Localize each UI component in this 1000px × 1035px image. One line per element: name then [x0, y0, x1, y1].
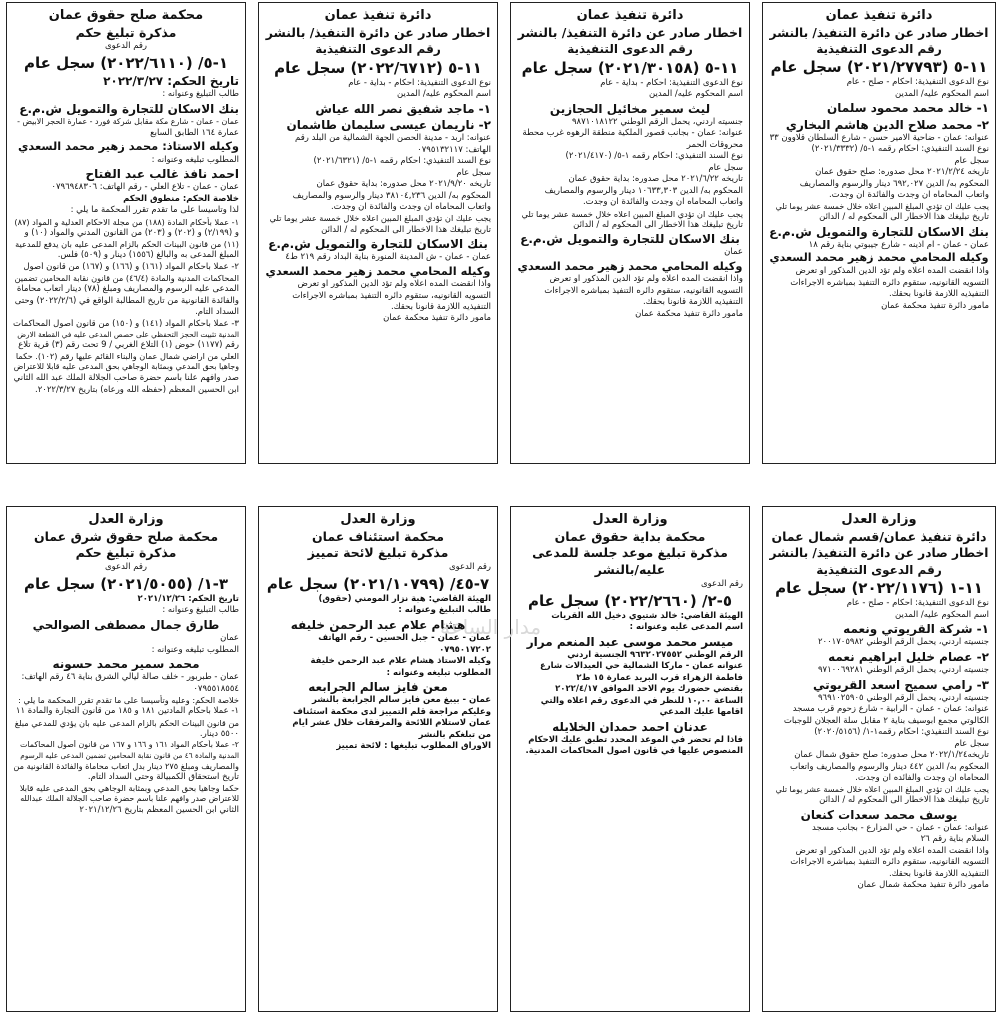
notice-line: ٧-٤٥/ (٢٠٢١/١٠٧٩٩) سجل عام — [266, 574, 490, 593]
notice-line: محكمة صلح حقوق شرق عمان — [33, 528, 219, 544]
notice-line: نوع السند التنفيذي: احكام رقمه ١-٥/ (٢٠٢١/٤١٧٠) — [565, 151, 743, 162]
notice-line: رقم الدعوى — [448, 562, 491, 573]
notice-line: واتعاب المحاماه ان وجدت والفائدة ان وجدت. — [582, 197, 743, 208]
notice-line: وكيله الاستاذ هشام علام عبد الرحمن خليفة — [310, 656, 491, 667]
notice-line: ١- شركة القريوتي ونعمه — [843, 622, 989, 637]
notice-line: احمد نافذ غالب عبد الفتاح — [85, 166, 239, 181]
notice-court-judgment-east-amman — [6, 506, 246, 1012]
notice-line: التسويه القانونيه، ستقوم دائره التنفيذ بمباشره الاجراءات — [790, 277, 989, 288]
notice-line: اسم المحكوم عليه/ المدين — [397, 89, 491, 100]
notice-line: ٣- عملا بأحكام المواد (١٤١) و (١٥٠) من قانون أصول المحاكمات — [13, 318, 239, 329]
notice-line: التنفيذيه اللازمة قانونا بحقك. — [390, 301, 491, 312]
notice-line: المدعى عليه الرسوم والمصاريف ومبلغ (٧٨) دينار أتعاب محاماة — [16, 284, 239, 295]
notice-line: ١-٥/ (٢٠٢٢/٦١١٠) سجل عام — [24, 53, 228, 72]
notice-line: مأمور دائرة تنفيذ محكمة عمان — [383, 313, 491, 324]
notice-line: جنسيته اردني، يحمل الرقم الوطني ٩٧١٠٠٦٩٢٨١ — [817, 665, 989, 676]
notice-line: طارق جمال مصطفى الصوالحي — [32, 617, 220, 632]
notice-line: نوع الدعوى التنفيذية: احكام - بداية - عام — [348, 77, 491, 88]
notice-line: ٣-١/ (٢٠٢١/٥٠٥٥) سجل عام — [24, 574, 228, 593]
notice-line: يجب عليك ان تؤدي المبلغ المبين اعلاه خلال خمسة عشر يوما تلي — [521, 208, 743, 219]
notice-line: عمان - عمان - ام اذينه - شارع جيبوتي بناية رقم ١٨ — [808, 239, 989, 250]
notice-execution-30158 — [510, 2, 750, 464]
notice-line: فاذا لم تحضر في الموعد المحدد تطبق عليك الاحكام — [528, 735, 743, 746]
notice-line: ١- ماجد شفيق نصر الله عياش — [315, 101, 491, 116]
notice-line: تاريخه ٢٠٢١/٢/٢٤ محل صدوره: صلح حقوق عمان — [815, 167, 989, 178]
notice-line: الرقم الوطني ٩٦٣٢٠٢٧٥٥٢ الجنسية اردني — [567, 650, 743, 661]
notice-line: والمصاريف ومبلغ ٢٧٥ دينار بدل اتعاب محاماة والفائدة القانونية من — [13, 760, 239, 771]
notice-line: المنصوص عليها في قانون اصول المحاكمات المدنية. — [525, 746, 743, 757]
notice-line: طالب التبليغ وعنوانه : — [162, 89, 239, 100]
notice-line: رقم (١١٧٧) حوض (١) التلاع الغربي / 9 تحت رقم (٣) قرية تلاع — [18, 339, 239, 350]
notice-execution-27793 — [762, 2, 996, 464]
notice-line: طالب التبليغ وعنوانه : — [398, 605, 491, 616]
notice-line: عنوانه: اربد - مدينة الحصن الجهة الشمالية من البلد رقم — [295, 133, 491, 144]
notice-line: المدنية والمادة ٤٦ من قانون نقابة المحامين تضمين المدعى عليه الرسوم — [20, 750, 239, 760]
notice-line: محكمة صلح حقوق عمان — [48, 8, 204, 23]
notice-line: واذا انقضت المده اعلاه ولم تؤد الدين المذكور او تعرض — [795, 845, 989, 856]
notice-line: دائرة تنفيذ عمان/قسم شمال عمان — [771, 528, 987, 544]
notice-line: تاريخه ٢٠٢١/٦/٢٢ محل صدوره: بداية حقوق عمان — [568, 174, 743, 185]
notice-line: مأمور دائرة تنفيذ محكمة عمان — [881, 300, 989, 311]
notice-line: ١- عملا بأحكام المادتين ١٨١ و ١٨٥ من قانون التجارة والمادة ١١ — [15, 706, 239, 717]
notice-line: وكيله المحامي محمد زهير محمد السعدي — [517, 258, 743, 273]
notice-line: جنسيته اردني، يحمل الرقم الوطني ٩٦٩١٠٢٥٩٠٥ — [817, 692, 989, 703]
notice-line: واتعاب المحاماه ان وجدت والفائدة ان وجدت. — [330, 201, 491, 212]
notice-line: محكمة بداية حقوق عمان — [554, 528, 706, 544]
notice-line: المبلغ المدعى به والبالغ (١٥٥٦) دينار و (٥٠٩) فلس. — [57, 250, 239, 261]
notice-line: التسويه القانونيه، ستقوم دائره التنفيذ بمباشره الاجراءات — [292, 290, 491, 301]
notice-line: صدر وافهم علنا باسم حضرة صاحب الجلالة الملك عبد الله الثاني — [13, 373, 239, 384]
notice-line: عنوانه: عمان - عمان - الرابية - شارع زحوم قرب مسجد — [792, 704, 989, 715]
notice-line: نوع الدعوى التنفيذية: احكام - صلح - عام — [846, 598, 989, 609]
notice-line: خلاصة الحكم: منطوق الحكم — [123, 193, 239, 204]
notice-line: التنفيذيه اللازمة قانونا بحقك. — [888, 289, 989, 300]
notice-line: تاريخه ٢٠٢١/٩/٢٠ محل صدوره: بداية حقوق عمان — [316, 179, 491, 190]
notice-line: ١١-٥ (٢٠٢٢/٦٧١٢) سجل عام — [274, 58, 482, 77]
notice-line: الهيئة القاضي: خالد شتيوي دخيل الله القريات — [551, 610, 743, 621]
notice-line: نوع الدعوى التنفيذية: احكام - بداية - عام — [600, 77, 743, 88]
notice-line: دائرة تنفيذ عمان — [825, 8, 933, 23]
notice-line: اسم المدعى عليه وعنوانه : — [629, 622, 743, 633]
notice-line: (١١) من قانون البينات الحكم بالزام المدعى عليه بان يدفع للمدعية — [15, 239, 239, 250]
notice-line: التسويه القانونيه، ستقوم دائره التنفيذ بمباشره الاجراءات — [544, 285, 743, 296]
notice-line: ١- عملا بأحكام المادة (١٨٨) من مجلة الاحكام العدلية و المواد (٨٧) — [14, 216, 239, 227]
notice-line: بنك الاسكان للتجارة والتمويل ش.م.ع — [268, 236, 488, 251]
notice-line: جنسيته اردني، يحمل الرقم الوطني ٢٠٠١٧٠٥٩٨٢ — [817, 637, 989, 648]
notice-line: ١١-٥ (٢٠٢١/٢٧٧٩٣) سجل عام — [770, 58, 988, 77]
notice-line: عمان - عمان - شارع مكة مقابل شركة فورد - عمارة الحجر الابيض - — [17, 116, 239, 126]
notice-line: من قانون البينات الحكم بالزام المدعى عليه بان يؤدي للمدعي مبلغ — [14, 717, 239, 728]
notice-line: اخطار صادر عن دائرة التنفيذ/ بالنشر — [769, 546, 989, 561]
notice-line: دائرة تنفيذ عمان — [576, 8, 684, 23]
notice-line: يجب عليك ان تؤدي المبلغ المبين اعلاه خلال خمسة عشر يوما تلي — [269, 213, 491, 224]
notice-line: التسويه القانونيه، ستقوم دائره التنفيذ بمباشره الاجراءات — [790, 857, 989, 868]
notice-line: سجل عام — [708, 162, 743, 173]
notice-line: محمد سمير محمد حسونه — [52, 657, 200, 672]
notice-line: ٢- عملا بأحكام المواد ١٦١ و ١٦٦ و ١٦٧ من قانون أصول المحاكمات — [19, 740, 239, 750]
notice-line: ٢- عصام خليل ابراهيم نعمه — [828, 649, 989, 664]
notice-line: رقم الدعوى — [700, 579, 743, 590]
notice-line: السداد التام. — [195, 307, 239, 318]
notice-line: الهاتف: ٠٧٩٥١٣٢١١٧ — [417, 144, 491, 155]
notice-line: طالب التبليغ وعنوانه : — [162, 605, 239, 616]
notice-line: ٣- رامي سميح اسعد القريوتي — [812, 677, 989, 692]
notice-court-judgment-amman — [6, 2, 246, 464]
notice-line: رقم الدعوى التنفيذية — [567, 42, 693, 57]
notice-line: المحكوم به/ الدين ٣٨١٠٤,٢٣٦ دينار والرسوم والمصاريف — [292, 190, 491, 201]
notice-line: التنفيذيه اللازمة قانونا بحقك. — [888, 868, 989, 879]
notice-line: هشام علام عبد الرحمن خليفه — [290, 617, 466, 632]
notice-line: ٢- محمد صلاح الدين هاشم البخاري — [785, 117, 989, 132]
notice-line: نوع الدعوى التنفيذية: احكام - صلح - عام — [846, 77, 989, 88]
notice-line: مذكرة تبليغ موعد جلسة للمدعى — [532, 545, 728, 561]
notice-line: رقم الدعوى التنفيذية — [816, 42, 942, 57]
notice-line: اقامها عليك المدعي — [659, 707, 743, 718]
notice-line: خلاصة الحكم: وعليه وتأسيسا على ما تقدم تقرر المحكمة ما يلي : — [18, 695, 239, 706]
notice-line: سجل عام — [456, 167, 491, 178]
notice-line: عنوانه: عمان - عمان - حي المزارع - بجانب مسجد — [811, 822, 989, 833]
notice-line: اخطار صادر عن دائرة التنفيذ/ بالنشر — [265, 24, 491, 40]
notice-line: رقم الدعوى التنفيذية — [816, 562, 942, 577]
notice-line: فاطمة الزهراء قرب البريد عمارة ١٥ ط٢ — [576, 672, 743, 683]
notice-line: عنوانه: عمان - بجانب قصور الملكية منطقة الرهوه غرب محطة — [522, 128, 743, 139]
notice-line: تاريخ الحكم: ٢٠٢١/١٢/٢٦ — [137, 594, 239, 605]
notice-line: اخطار صادر عن دائرة التنفيذ/ بالنشر — [769, 25, 989, 40]
notice-line: ٥-٢/ (٢٠٢٢/٢٦٦٠) سجل عام — [528, 591, 732, 610]
notice-line: ٠٧٩٥٠١٧٢٠٢ — [439, 644, 491, 655]
notice-line: المحكوم به/ الدين ٦٩٢,٠٢٧ دينار والرسوم والمصاريف — [799, 178, 989, 189]
notice-line: المحاماه ان وجدت والفائده ان وجدت. — [855, 773, 989, 784]
notice-line: السلام بناية رقم ٢٦ — [920, 834, 989, 845]
notice-line: وكيله المحامي محمد زهير محمد السعدي — [265, 263, 491, 278]
notice-line: مذكرة تبليغ حكم — [75, 545, 177, 561]
notice-line: اسم المحكوم عليه/ المدين — [895, 88, 989, 99]
notice-line: عمان - طبربور - خلف صالة ليالي الشرق بناية ٤٦ رقم الهاتف: — [21, 672, 239, 683]
notice-line: لذا وتأسيسا على ما تقدم تقرر المحكمة ما يلي : — [70, 205, 239, 216]
notice-line: ٢- عملا بأحكام المواد (١٦١) و (١٦٦) و (١٦٧) من قانون أصول — [23, 261, 239, 272]
notice-line: اخطار صادر عن دائرة التنفيذ/ بالنشر — [517, 24, 743, 40]
notice-line: المحكوم به/ الدين ٤٤٢ دينار والرسوم والمصاريف واتعاب — [789, 761, 989, 772]
notice-line: نوع السند التنفيذي: احكام رقمه١-١/ (٢٠٢٠/٥١٥٦) — [814, 727, 989, 738]
notice-line: وكيله الاستاذ: محمد زهير محمد السعدي — [17, 139, 239, 154]
notice-line: الثاني ابن الحسين المعظم بتاريخ ٢٠٢١/١٢/٢٦ — [79, 805, 239, 816]
notice-line: ١١-٥ (٢٠٢١/٣٠١٥٨) سجل عام — [521, 58, 739, 77]
notice-line: اسم المحكوم عليه/ المدين — [895, 609, 989, 620]
notice-line: عنوانه عمان - ماركا الشمالية حي العيدالات شارع — [539, 661, 743, 672]
notice-line: عليه/بالنشر — [594, 562, 666, 578]
notice-line: المطلوب تبليغه وعنوانه : — [151, 644, 239, 655]
notice-line: عمارة ١٦٤ الطابق السابع — [150, 127, 239, 138]
notice-line: محروقات الحمر — [686, 139, 743, 150]
watermark: مدار الساعة — [440, 615, 542, 639]
notice-line: رقم الدعوى التنفيذية — [315, 42, 441, 57]
notice-line: عدنان احمد حمدان الخلايله — [552, 719, 708, 734]
notice-line: المدنية تثبيت الحجز التحفظي على حصص المدعى عليه في القطعة الارض — [17, 330, 239, 340]
notice-line: واذا انقضت المده اعلاه ولم تؤد الدين المذكور او تعرض — [795, 266, 989, 277]
notice-line: يجب عليك ان تؤدي المبلغ المبين اعلاه خلال خمسة عشر يوما تلي — [775, 784, 989, 794]
notice-line: بنك الاسكان للتجارة والتمويل ش.م.ع — [769, 224, 989, 239]
notice-line: ميسر محمد موسى عبد المنعم مرار — [526, 634, 734, 649]
notice-line: وزارة العدل — [841, 512, 917, 527]
notice-execution-6712 — [258, 2, 498, 464]
notice-line: اسم المحكوم عليه/ المدين — [649, 89, 743, 100]
notice-line: ليث سمير مخائيل الحجازين — [549, 101, 711, 116]
notice-line: حكما وجاهيا بحق المدعي وبمثابة الوجاهي بحق المدعى عليه قابلا — [19, 783, 239, 794]
notice-line: وكيله المحامي محمد زهير محمد السعدي — [769, 251, 989, 265]
notice-appeal-court-amman — [258, 506, 498, 1012]
notice-line: و (٢/١٩٩) و (٢٠٢) و (٢٠٣) من القانون المدني والمواد (١٠) و — [24, 227, 239, 238]
notice-line: مأمور دائرة تنفيذ محكمة عمان — [635, 308, 743, 319]
notice-line: يوسف محمد سعدات كنعان — [800, 807, 958, 822]
notice-line: نوع السند التنفيذي: احكام رقمه ١-٥/ (٢٠٢١/٣٣٣٢) — [811, 144, 989, 155]
notice-line: المطلوب تبليغه وعنوانه : — [386, 667, 491, 678]
notice-line: واذا انقضت المده اعلاه ولم تؤد الدين المذكور او تعرض — [297, 279, 491, 290]
notice-line: تاريخ تبليغك هذا الاخطار الى المحكوم له / الدائن — [819, 212, 989, 223]
notice-line: تاريخ تبليغك هذا الاخطار الى المحكوم له / الدائن — [819, 795, 989, 806]
notice-line: بقتضي حضورك يوم الاحد الموافق ٢٠٢٢/٤/١٧ — [555, 684, 743, 695]
notice-line: المطلوب تبليغه وعنوانه : — [151, 154, 239, 165]
notice-line: تاريخ استحقاق الكمبيالة وحتى السداد التام. — [87, 771, 239, 782]
notice-line: رقم الدعوى — [104, 562, 148, 573]
notice-line: مأمور دائرة تنفيذ محكمة شمال عمان — [857, 880, 989, 891]
notice-line: عمان - عمان - جبل الحسين - رقم الهاتف — [318, 633, 491, 644]
notice-line: تاريخ تبليغك هذا الاخطار الى المحكوم له / الدائن — [573, 219, 743, 230]
notice-line: عمان — [724, 247, 743, 258]
notice-line: ١- خالد محمد محمود سلمان — [827, 101, 989, 116]
notice-line: سجل عام — [954, 155, 989, 166]
notice-line: واتعاب المحاماه ان وجدت والفائدة ان وجدت. — [828, 190, 989, 201]
notice-line: وجاهيا بحق المدعي وبمثابة الوجاهي بحق المدعى عليه قابلا للاعتراض — [13, 362, 239, 372]
notice-line: عمان - عمان - تلاع العلي - رقم الهاتف: ٠٧٩٦٩٤٨٣٠٦ — [51, 182, 239, 193]
notice-line: عمان - بيبغ معن فايز سالم الجرابعة بالنشر — [311, 695, 491, 706]
notice-line: وزارة العدل — [592, 512, 668, 527]
notice-line: ٠٧٩٥٥١٨٥٥٤ — [193, 683, 239, 694]
notice-line: محكمة استئناف عمان — [311, 528, 445, 544]
notice-line: نوع السند التنفيذي: احكام رقمه ١-٥/ (٢٠٢١/٦٣٢١) — [313, 156, 491, 167]
notice-line: ٢- ناريمان عيسى سليمان طاشمان — [286, 117, 491, 132]
notice-line: سجل عام — [954, 738, 989, 749]
notice-execution-north-amman — [762, 506, 996, 1012]
notice-line: الاوراق المطلوب تبليغها : لائحة تمييز — [336, 741, 491, 752]
notice-line: مذكرة تبليغ حكم — [75, 24, 177, 40]
notice-line: عنوانه: عمان - ضاحية الامير حسن - شارع السلطان قلاوون ٣٣ — [769, 132, 989, 143]
notice-line: بنك الاسكان للتجارة والتمويل ش.م.ع — [520, 232, 740, 247]
notice-line: جنسيته اردني، يحمل الرقم الوطني ٩٨٧١٠١٨١٢٢ — [571, 116, 743, 127]
notice-line: يجب عليك ان تؤدي المبلغ المبين اعلاه خلال خمسة عشر يوما تلي — [775, 201, 989, 211]
notice-line: تاريخ تبليغك هذا الاخطار الى المحكوم له / الدائن — [321, 224, 491, 235]
notice-line: بنك الاسكان للتجارة والتمويل ش.م.ع — [19, 101, 239, 116]
notice-line: العلي من اراضي شمال عمان والبناء القائم عليها رقم (١٠٢). حكما — [15, 351, 239, 362]
notice-line: للاعتراض صدر وافهم علنا باسم حضرة صاحب الجلالة الملك عبدالله — [20, 794, 239, 804]
notice-line: عمان — [220, 633, 239, 644]
notice-line: تاريخه٢٠٢٢/١/٢٤ محل صدوره: صلح حقوق شمال عمان — [794, 750, 989, 761]
notice-line: وزارة العدل — [340, 512, 416, 527]
notice-line: وزارة العدل — [88, 512, 164, 527]
notice-line: المحاكمات المدنية والمادة (٤٦/٤) من قانون نقابة المحامين تضمين — [14, 273, 239, 284]
notice-line: الساعة ١٠,٠٠ للنظر في الدعوى رقم اعلاه والتي — [540, 695, 743, 706]
notice-line: واذا انقضت المده اعلاه ولم تؤد الدين المذكور او تعرض — [549, 274, 743, 285]
notice-line: ابن الحسين المعظم (حفظه الله ورعاه) بتاريخ ٢٠٢٢/٣/٢٧. — [35, 384, 239, 395]
notice-line: عمان - عمان - ش المدينة المنورة بناية البداد رقم ٢١٩ ط٤ — [285, 252, 491, 263]
notice-line: مذكرة تبليغ لائحة تمييز — [307, 545, 449, 561]
notice-line: الهيئة القاضي: هبة نزار المومني (حقوق) — [318, 594, 491, 605]
notice-line: عمان لاستلام اللائحة والمرفقات خلال عشر ايام — [292, 718, 491, 729]
notice-line: المحكوم به/ الدين ١٠٦٣٣,٣٠٣ دينار والرسوم والمصاريف — [544, 185, 743, 196]
notice-line: تاريخ الحكم: ٢٠٢٢/٣/٢٧ — [103, 74, 239, 89]
notice-line: من تبلغكم بالنشر — [418, 729, 491, 740]
notice-line: الكالوتي مجمع ابوسيف بناية ٢ مقابل سلة العجلان للوجبات — [783, 715, 989, 726]
notice-line: معن فايز سالم الجرابعه — [308, 680, 448, 695]
notice-line: التنفيذيه اللازمة قانونا بحقك. — [642, 297, 743, 308]
notice-line: والفائدة القانونية من تاريخ المطالبة الواقع في (٢٠٢٢/٢/٦) وحتى — [14, 295, 239, 306]
notice-line: ٥٥٠٠ دينار. — [199, 728, 239, 739]
notice-line: ١١-١ (٢٠٢٢/١١٧٦) سجل عام — [775, 579, 983, 598]
notice-line: دائرة تنفيذ عمان — [324, 8, 432, 23]
notice-line: رقم الدعوى — [104, 41, 148, 52]
notice-line: وعليكم مراجعة قلم التمييز لدى محكمة استئناف — [293, 706, 491, 717]
notice-first-instance-court-hearing — [510, 506, 750, 1012]
